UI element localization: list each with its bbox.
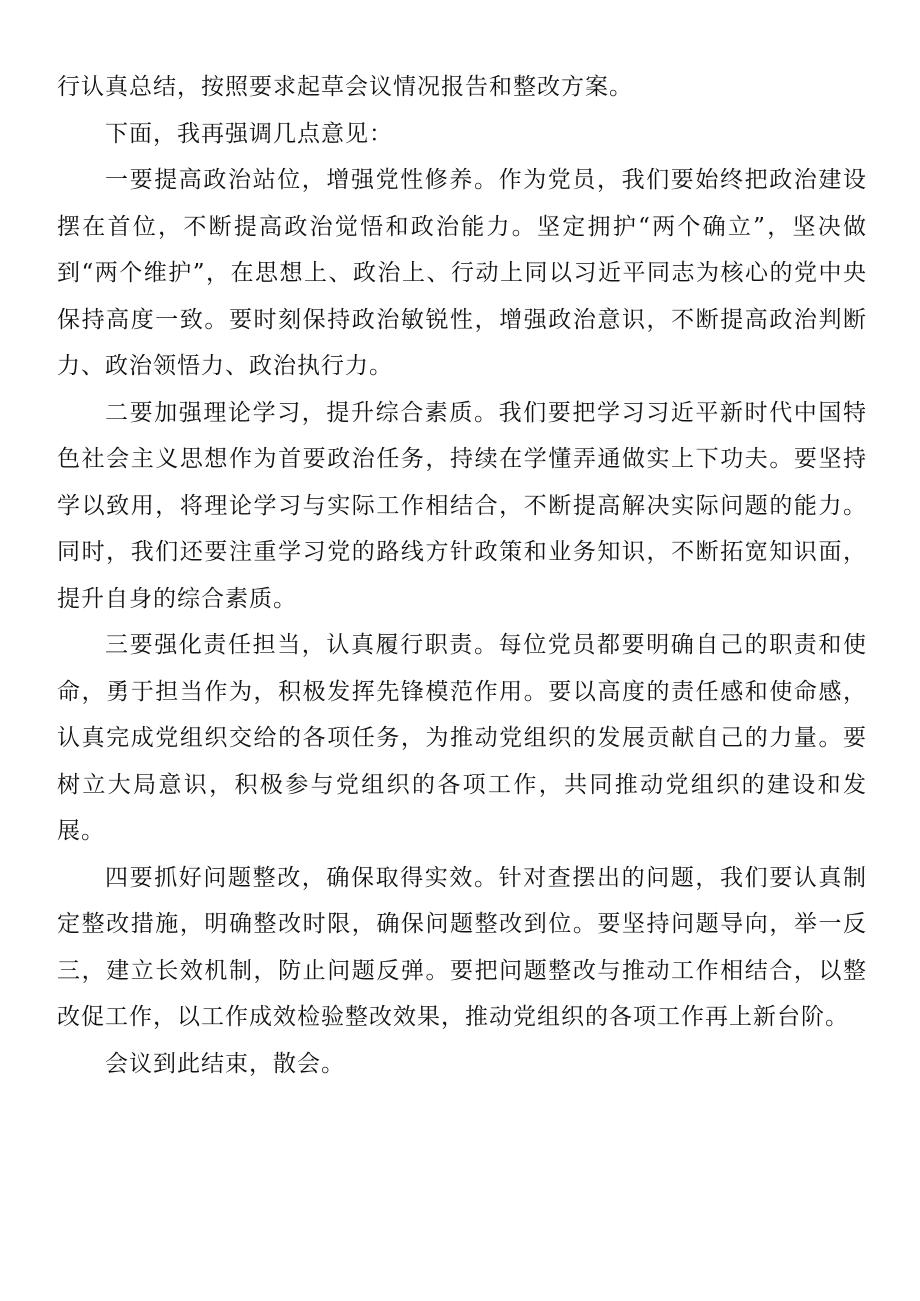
- document-body: [57, 64, 867, 1087]
- paragraph-point-1: 一要提高政治站位，增强党性修养。作为党员，我们要始终把政治建设摆在首位，不断提高政治觉悟和政治能力。坚定拥护“两个确立”，坚决做到“两个维护”，在思想上、政治上、行动上同以习近平同志为核心的党中央保持高度一致。要时刻保持政治敏锐性，增强政治意识，不断提高政治判断力、政治领悟力、政治执行力。: [57, 167, 867, 379]
- paragraph-point-3: 三要强化责任担当，认真履行职责。每位党员都要明确自己的职责和使命，勇于担当作为，积极发挥先锋模范作用。要以高度的责任感和使命感，认真完成党组织交给的各项任务，为推动党组织的发展贡献自己的力量。要树立大局意识，积极参与党组织的各项工作，共同推动党组织的建设和发展。: [57, 632, 867, 844]
- paragraph-closing: 会议到此结束，散会。: [105, 1050, 345, 1077]
- paragraph-point-4: 四要抓好问题整改，确保取得实效。针对查摆出的问题，我们要认真制定整改措施，明确整改时限，确保问题整改到位。要坚持问题导向，举一反三，建立长效机制，防止问题反弹。要把问题整改与推动工作相结合，以整改促工作，以工作成效检验整改效果，推动党组织的各项工作再上新台阶。: [57, 864, 867, 1030]
- paragraph-continuation: 行认真总结，按照要求起草会议情况报告和整改方案。: [57, 74, 633, 100]
- paragraph-point-2: 二要加强理论学习，提升综合素质。我们要把学习习近平新时代中国特色社会主义思想作为首要政治任务，持续在学懂弄通做实上下功夫。要坚持学以致用，将理论学习与实际工作相结合，不断提高解决实际问题的能力。同时，我们还要注重学习党的路线方针政策和业务知识，不断拓宽知识面，提升自身的综合素质。: [57, 399, 867, 612]
- paragraph-intro: 下面，我再强调几点意见：: [105, 120, 393, 147]
